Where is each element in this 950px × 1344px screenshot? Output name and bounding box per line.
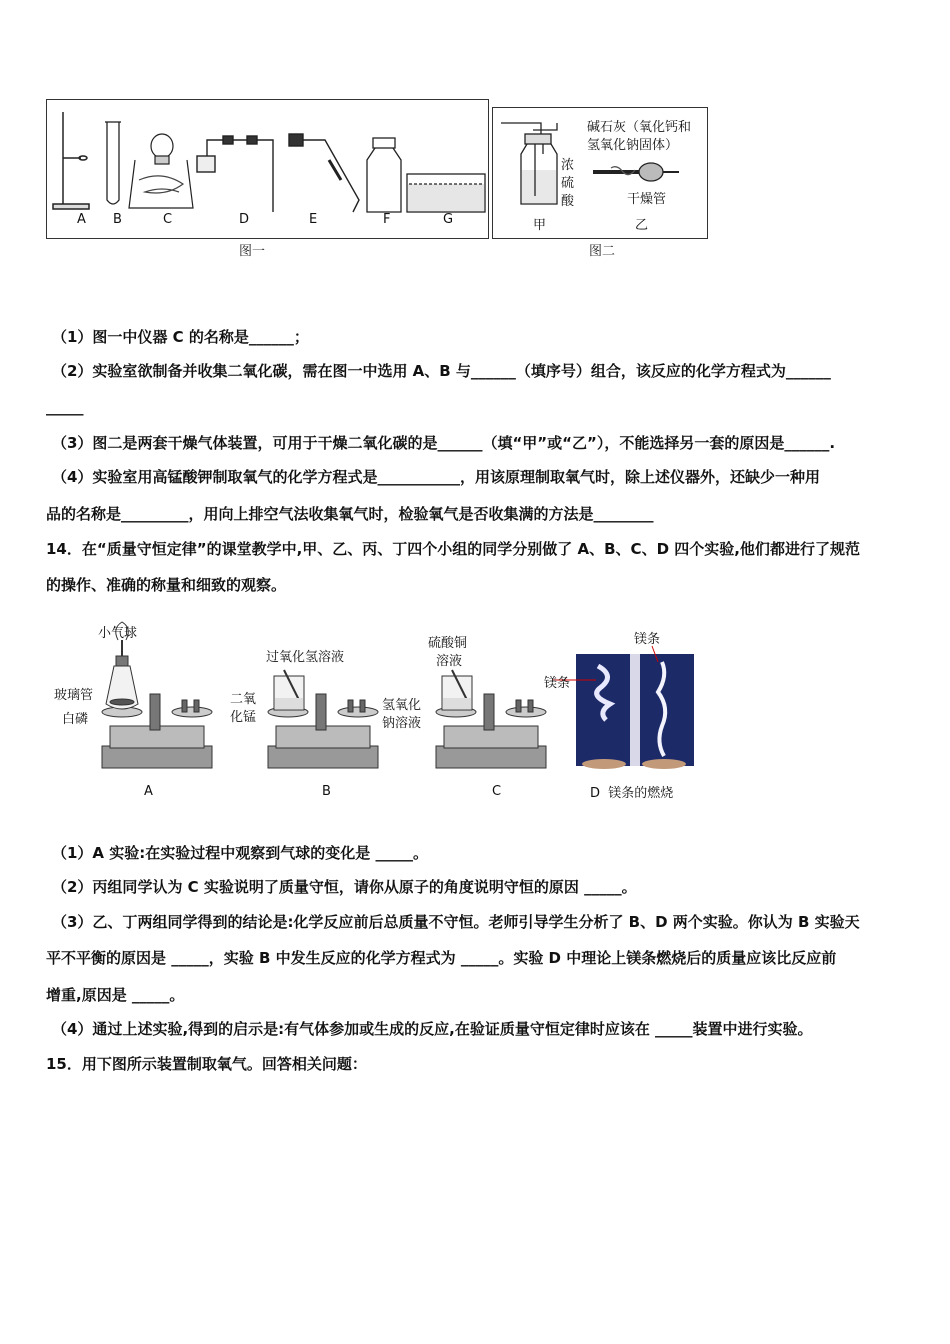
q14-stem-line2: 的操作、准确的称量和细致的观察。 (46, 576, 287, 594)
q13-part3: （3）图二是两套干燥气体装置，可用于干燥二氧化碳的是______（填“甲”或“乙”），不能选择另一套的原因是______. (52, 434, 836, 452)
figure-1-label-d: D (239, 212, 250, 227)
q14-apparatus (50, 616, 700, 806)
washing-bottle-jia (501, 123, 557, 204)
label-letter-C: C (492, 784, 502, 799)
label-naoh-2: 钠溶液 (382, 716, 422, 731)
label-glass-tube: 玻璃管 (54, 688, 94, 703)
magnesium-photo-D (552, 646, 694, 769)
acid-label-1: 浓 (561, 158, 575, 173)
drying-tube-label: 干燥管 (627, 192, 667, 207)
figure-1-label-g: G (443, 212, 454, 227)
q14-part1: （1）A 实验:在实验过程中观察到气球的变化是 _____。 (52, 844, 428, 862)
q15-stem: 15．用下图所示装置制取氧气。回答相关问题： (46, 1055, 367, 1073)
water-trough-G (407, 174, 485, 212)
figure-1-caption: 图一 (239, 244, 266, 259)
test-tube-B (105, 122, 121, 204)
q14-part4: （4）通过上述实验,得到的启示是:有气体参加或生成的反应,在验证质量守恒定律时应该在 _____装置中进行实验。 (52, 1020, 813, 1038)
figure-1-label-a: A (77, 212, 86, 227)
label-cuso4-2: 溶液 (436, 654, 463, 669)
label-white-phosphorus: 白磷 (62, 712, 89, 727)
label-h2o2: 过氧化氢溶液 (266, 650, 345, 665)
gas-bottle-F (367, 138, 401, 212)
soda-lime-label-1: 碱石灰（氧化钙和 (587, 120, 692, 135)
label-D-caption: D 镁条的燃烧 (590, 786, 674, 801)
drying-tube-yi (593, 163, 679, 181)
q14-figure (50, 616, 700, 806)
iron-stand-A (53, 112, 89, 209)
balance-C (436, 670, 546, 768)
q14-part3-line3: 增重,原因是 _____。 (46, 986, 185, 1004)
acid-label-3: 酸 (561, 194, 575, 209)
figure-2-caption: 图二 (589, 244, 616, 259)
label-letter-A: A (144, 784, 153, 799)
q13-part2-line1: （2）实验室欲制备并收集二氧化碳，需在图一中选用 A、B 与______（填序号）组合，该反应的化学方程式为______ (52, 362, 831, 380)
label-balloon: 小气球 (98, 626, 138, 641)
q13-part4-line1: （4）实验室用高锰酸钾制取氧气的化学方程式是___________，用该原理制取氧气时，除上述仪器外，还缺少一种用 (52, 468, 820, 486)
q14-part3-line2: 平不平衡的原因是 _____，实验 B 中发生反应的化学方程式为 _____。实验 D 中理论上镁条燃烧后的质量应该比反应前 (46, 949, 837, 967)
soda-lime-label-2: 氢氧化钠固体） (587, 138, 679, 153)
figure-1-label-b: B (113, 212, 122, 227)
yi-label: 乙 (635, 218, 649, 233)
figure-1-label-f: F (383, 212, 391, 227)
figure-1-label-e: E (309, 212, 318, 227)
label-mno2-2: 化锰 (230, 710, 257, 725)
q14-part2: （2）丙组同学认为 C 实验说明了质量守恒，请你从原子的角度说明守恒的原因 _____。 (52, 878, 637, 896)
figure-1-label-c: C (163, 212, 173, 227)
q14-part3-line1: （3）乙、丁两组同学得到的结论是:化学反应前后总质量不守恒。老师引导学生分析了 B、D 两个实验。你认为 B 实验天 (52, 913, 860, 931)
alcohol-lamp-C (129, 134, 193, 208)
jia-label: 甲 (533, 218, 547, 233)
balance-B (268, 670, 378, 768)
conduit-D (197, 136, 273, 212)
label-mno2-1: 二氧 (230, 692, 257, 707)
label-naoh-1: 氢氧化 (382, 698, 422, 713)
q13-part4-line2: 品的名称是_________，用向上排空气法收集氧气时，检验氧气是否收集满的方法是________ (46, 505, 654, 523)
bent-tube-E (289, 134, 359, 212)
q13-part2-line2: _____ (46, 398, 84, 416)
figure-1-box (46, 99, 489, 239)
q13-part1: （1）图一中仪器 C 的名称是______； (52, 328, 309, 346)
acid-label-2: 硫 (561, 176, 575, 191)
label-mg-top: 镁条 (634, 632, 661, 647)
q14-stem-line1: 14．在“质量守恒定律”的课堂教学中,甲、乙、丙、丁四个小组的同学分别做了 A、B、C、D 四个实验,他们都进行了规范 (46, 540, 860, 558)
label-mg-left: 镁条 (544, 676, 571, 691)
figure-2-box (492, 107, 708, 239)
label-cuso4-1: 硫酸铜 (428, 636, 468, 651)
balance-A (102, 622, 212, 768)
label-letter-B: B (322, 784, 331, 799)
